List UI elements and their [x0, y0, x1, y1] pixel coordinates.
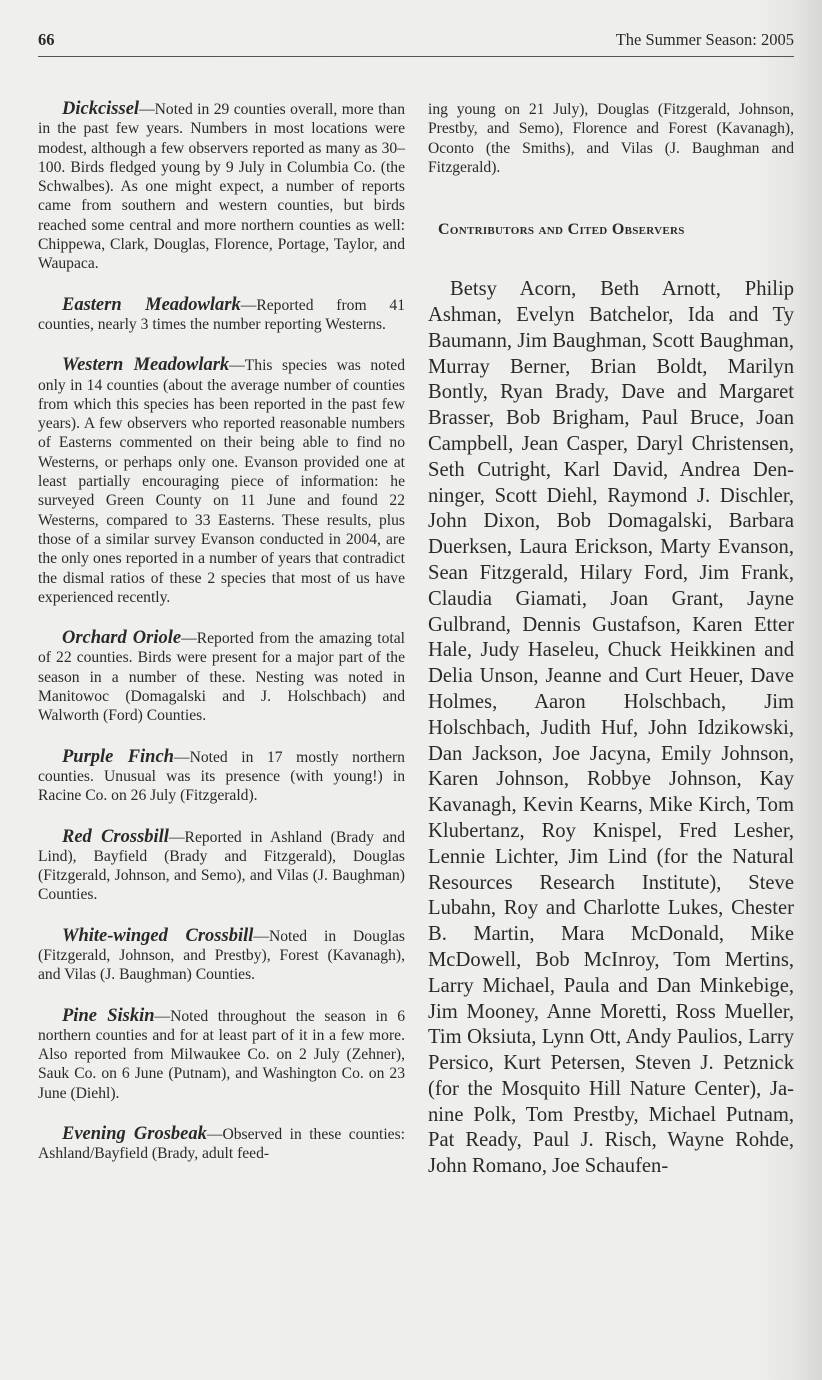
species-text: Reported from the amazing total of 22 counties. Birds were present for a major part of the season in a number of these. Nesting was noted in Manitowoc (Domagalski and J. Holschbach) and Walworth (Ford) Counties. — [38, 630, 406, 725]
species-text: Noted in 17 mostly northern counties. Unusual was its presence (with young!) in Racine Co. on 26 July (Fitzgerald). — [38, 748, 405, 805]
species-account: Red Crossbill—Reported in Ashland (Brady and Lind), Bayfield (Brady and Fitzgerald), Douglas (Fitzgerald, Johnson, and Semo), and Vilas (J. Baughman) Counties. — [38, 826, 405, 904]
species-account: Purple Finch—Noted in 17 mostly northern counties. Unusual was its presence (with young!) in Racine Co. on 26 July (Fitzgerald). — [38, 746, 405, 805]
section-heading: Contributors and Cited Observers — [438, 221, 685, 239]
species-name: Western Meadowlark — [62, 355, 230, 376]
species-text: Reported in Ashland (Brady and Lind), Bayfield (Brady and Fitzgerald), Douglas (Fitzgerald, Johnson, and Semo), and Vilas (J. Baughman) Counties. — [38, 828, 405, 904]
species-account: Dickcissel—Noted in 29 counties overall, more than in the past few years. Numbers in most locations were modest, although a few observers reported as many as 30–100. Birds fledged young by 9 July in Columbia Co. (the Schwalbes). As one might expect, a number of reports came from southern and western counties, but birds reached some central and more northern counties as well: Chippewa, Clark, Douglas, Florence, Portage, Taylor, and Waupaca. — [38, 99, 405, 273]
species-account: White-winged Crossbill—Noted in Douglas (Fitzgerald, Johnson, and Prestby), Forest (Kavanagh), and Vilas (J. Baughman) Counties. — [38, 925, 405, 984]
running-title: The Summer Season: 2005 — [615, 30, 794, 49]
species-account: Eastern Meadowlark—Reported from 41 counties, nearly 3 times the number reporting Westerns. — [38, 294, 405, 333]
species-text: Noted in Douglas (Fitzgerald, Johnson, and Prestby), Forest (Kavanagh), and Vilas (J. Baughman) Counties. — [38, 927, 405, 984]
species-name: White-winged Crossbill — [62, 925, 254, 946]
species-account: Pine Siskin—Noted throughout the season in 6 northern counties and for at least part of it in a few more. Also reported from Milwaukee Co. on 2 July (Zehner), Sauk Co. on 6 June (Putnam), and Washington Co. on 23 June (Diehl). — [38, 1005, 405, 1102]
species-account: Evening Grosbeak—Observed in these counties: Ashland/Bayfield (Brady, adult feed- — [38, 1124, 406, 1163]
species-account: Western Meadowlark—This species was noted only in 14 counties (about the average number of counties from which this species has been reported in the past few years). A few observers who reported reasonable numbers of Easterns commented on their being able to find no Westerns, or perhaps only one. Evanson provided one at least partially encouraging piece of information: he surveyed Green County on 11 June and found 22 Westerns, compared to 33 Easterns. These results, plus those of a similar survey Evanson conducted in 2004, are the only ones reported in a number of years that contradict the dismal ratios of these 2 species that most of us have experienced recently. — [38, 355, 405, 606]
observer-list: Betsy Acorn, Beth Arnott, Philip Ashman, Evelyn Batchelor, Ida and Ty Baumann, Jim Baughman, Scott Baughman, Murray Berner, Brian Boldt, Marilyn Bontly, Ryan Brady, Dave and Margaret Brasser, Bob Brigham, Paul Bruce, Joan Campbell, Jean Casper, Daryl Christensen, Seth Cutright, Karl David, Andrea Denninger, Scott Diehl, Raymond J. Dischler, John Dixon, Bob Domagalski, Barbara Duerksen, Laura Erickson, Marty Evanson, Sean Fitzgerald, Hilary Ford, Jim Frank, Claudia Giamati, Joan Grant, Jayne Gulbrand, Dennis Gustafson, Karen Etter Hale, Judy Haseleu, Chuck Heikkinen and Delia Unson, Jeanne and Curt Heuer, Dave Holmes, Aaron Holschbach, Jim Holschbach, Judith Huf, John Idzikowski, Dan Jackson, Joe Jacyna, Emily Johnson, Karen Johnson, Robbye Johnson, Kay Kavanagh, Kevin Kearns, Mike Kirch, Tom Klubertanz, Roy Knispel, Fred Lesher, Lennie Lichter, Jim Lind (for the Natural Resources Research Institute), Steve Lubahn, Roy and Charlotte Lukes, Chester B. Martin, Mara McDonald, Mike McDowell, Bob McInroy, Tom Mertins, Larry Michael, Paula and Dan Minkebige, Jim Mooney, Anne Moretti, Ross Mueller, Tim Oksiuta, Lynn Ott, Andy Paulios, Larry Persico, Kurt Petersen, Steven J. Petznick (for the Mosquito Hill Nature Center), Janine Polk, Tom Prestby, Michael Putnam, Pat Ready, Paul J. Risch, Wayne Rohde, John Romano, Joe Schaufen- — [428, 278, 794, 1178]
species-text: Reported from 41 counties, nearly 3 times the number reporting Westerns. — [38, 296, 405, 333]
continued-text: ing young on 21 July), Douglas (Fitzgerald, Johnson, Prestby, and Semo), Florence and Forest (Kavanagh), Oconto (the Smiths), and Vilas (J. Baughman and Fitzgerald). — [428, 101, 794, 176]
species-name: Evening Grosbeak — [62, 1124, 207, 1145]
species-text: This species was noted only in 14 counties (about the average number of counties from which this species has been reported in the past few years). A few observers who reported reasonable numbers of Easterns commented on their being able to find no Westerns, or perhaps only one. Evanson provided one at least partially encouraging piece of information: he surveyed Green County on 11 June and found 22 Westerns, compared to 33 Easterns. These results, plus those of a similar survey Evanson conducted in 2004, are the only ones reported in a number of years that contradict the dismal ratios of these 2 species that most of us have experienced recently. — [38, 357, 405, 606]
species-text: Noted in 29 counties overall, more than in the past few years. Numbers in most locations were modest, although a few observers reported as many as 30–100. Birds fledged young by 9 July in Columbia Co. (the Schwalbes). As one might expect, a number of reports came from southern and western counties, but birds reached some central and more northern counties as well: Chippewa, Clark, Douglas, Florence, Portage, Taylor, and Waupaca. — [38, 101, 405, 273]
species-text: Noted throughout the season in 6 northern counties and for at least part of it in a few more. Also reported from Milwaukee Co. on 2 July (Zehner), Sauk Co. on 6 June (Putnam), and Washington Co. on 23 June (Diehl). — [38, 1007, 405, 1102]
species-name: Red Crossbill — [62, 826, 169, 847]
species-text: Observed in these counties: Ashland/Bayfield (Brady, adult feed- — [38, 1126, 406, 1163]
species-name: Dickcissel — [62, 99, 140, 119]
page-number: 66 — [38, 30, 55, 49]
species-name: Purple Finch — [62, 746, 174, 767]
running-header — [38, 30, 794, 57]
species-name: Pine Siskin — [62, 1005, 155, 1026]
species-name: Orchard Oriole — [62, 628, 182, 649]
species-account: Orchard Oriole—Reported from the amazing total of 22 counties. Birds were present for a major part of the season in a number of these. Nesting was noted in Manitowoc (Domagalski and J. Holschbach) and Walworth (Ford) Counties. — [38, 628, 406, 725]
right-column — [428, 100, 794, 1180]
species-name: Eastern Meadowlark — [62, 294, 241, 315]
left-column — [38, 100, 405, 1186]
